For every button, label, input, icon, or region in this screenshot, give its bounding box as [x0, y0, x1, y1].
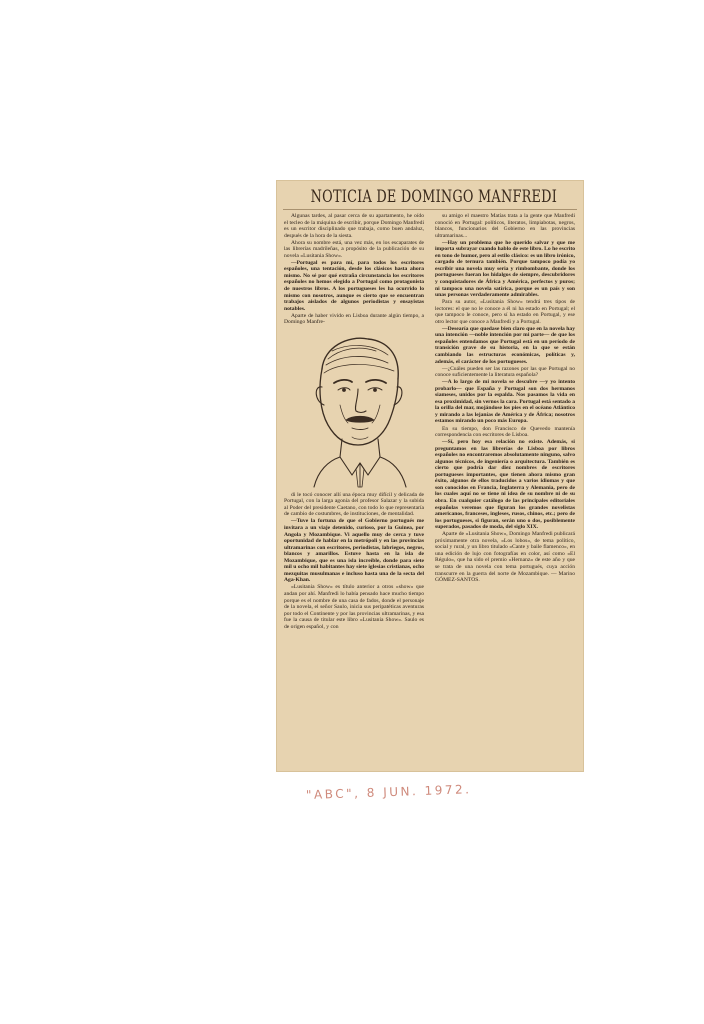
left-column-text-bottom: [284, 492, 424, 630]
article-headline: NOTICIA DE DOMINGO MANFREDI: [310, 187, 558, 206]
newspaper-clipping: [276, 180, 584, 772]
article-paragraph: Aparte de «Lusitania Show», Domingo Manfredi publicará próximamente otra novela, «Los lobos», de tema político, social y rural, y un libro titulado «Cante y baile flamenco», en una edición de lujo con fotografías en color, así como «El Régulo», que ha sido el premio «Hernanz» de este año y que se trata de una novela con tema portugués, cuya acción transcurre en la guerra del norte de Mozambique. — Marino GÓMEZ-SANTOS.: [435, 531, 575, 584]
left-column-text-top: [284, 213, 424, 326]
article-paragraph: «Lusitania Show» es título anterior a otros «show» que andan por ahí. Manfredi lo había pensado hace mucho tiempo porque es el nombre de una casa de fados, donde el personaje de la novela, el señor Saulo, inicia sus peripatéticas aventuras por todo el Continente y por las provincias ultramarinas, y esa fue la causa de titular este libro «Lusitania Show». Saulo es de origen español, y con: [284, 584, 424, 630]
portrait-drawing: [288, 329, 420, 489]
article-paragraph: —Tuve la fortuna de que el Gobierno portugués me invitara a un viaje detenido, curioso, por la Guinea, por Angola y Mozambique. Vi aquello muy de cerca y tuve oportunidad de hablar en la metrópoli y en las provincias ultramarinas con escritores, periodistas, labriegos, negros, blancos y amarillos. Estuve hasta en la isla de Mozambique, que es una isla increíble, donde para siete mil u ocho mil habitantes hay siete iglesias cristianas, ocho mezquitas musulmanas e incluso hasta una de la secta del Aga-Khan.: [284, 518, 424, 584]
article-paragraph: Aparte de haber vivido en Lisboa durante algún tiempo, a Domingo Manfre-: [284, 312, 424, 326]
article-paragraph: Algunas tardes, al pasar cerca de su apartamento, he oído el tecleo de la máquina de escribir, porque Domingo Manfredi es un escritor disciplinado que trabaja, como buen andaluz, después de la hora de la siesta.: [284, 213, 424, 239]
handwritten-date-note: "ABC", 8 JUN. 1972.: [305, 782, 472, 802]
article-paragraph: —Desearía que quedase bien claro que en la novela hay una intención —noble intención por mi parte— de que los españoles entendamos que Portugal está en un período de transición grave de su historia, en la que se están cambiando las estructuras económicas, políticas y, además, el carácter de los portugueses.: [435, 325, 575, 365]
article-paragraph: —Portugal es para mí, para todos los escritores españoles, una tentación, desde los clásicos hasta ahora mismo. No sé por qué extraña circunstancia los escritores españoles no hemos elegido a Portugal como protagonista de nuestros libros. A los portugueses les ha ocurrido lo mismo con nosotros, aunque es cierto que se encuentran trabajos aislados de algunos periodistas y ensayistas notables.: [284, 259, 424, 312]
article-paragraph: —¿Cuáles pueden ser las razones por las que Portugal no conoce suficientemente la literatura española?: [435, 365, 575, 379]
article-paragraph: Para su autor, «Lusitania Show» tendrá tres tipos de lectores: el que no le conoce a él ni ha estado en Portugal; el que tampoco le conoce, pero sí ha estado en Portugal, y ese otro lector que conoce a Manfredi y a Portugal.: [435, 299, 575, 325]
portrait-illustration: [284, 329, 424, 489]
article-paragraph: —Hay un problema que he querido salvar y que me importa subrayar cuando hablo de este libro. Lo he escrito en tono de humor, pero al estilo clásico: es un libro irónico, cargado de ternura también. Porque tampoco podía yo escribir una novela muy seria y rimbombante, donde los portugueses fueran los hidalgos de siempre, descubridores y conquistadores de África y América, perfectos y puros; ni tampoco una novela satírica, porque es un país y son unas personas verdaderamente admirables.: [435, 239, 575, 299]
article-paragraph: di le tocó conocer allí una época muy difícil y delicada de Portugal, con la larga agonía del profesor Salazar y la subida al Poder del presidente Caetano, con todo lo que representaría de cambio de costumbres, de instituciones, de mentalidad.: [284, 491, 424, 518]
headline-divider: [283, 209, 577, 210]
article-paragraph: —Sí, pero hoy esa relación no existe. Además, si preguntamos en las librerías de Lisboa por libros españoles no encontraremos absolutamente ninguno, salvo algunos técnicos, de ingeniería o arquitectura. También es cierto que podría dar diez nombres de escritores portugueses importantes, que tienen ahora mismo gran éxito, algunos de ellos traducidos a varios idiomas y que son conocidos en Francia, Inglaterra y Alemania, pero de los cuales aquí no se tiene ni idea de su nombre ni de su obra. En cualquier catálogo de las principales editoriales españolas veremos que figuran los grandes novelistas americanos, franceses, ingleses, rusos, chinos, etc.; pero de los portugueses, si figuran, serán uno o dos, posiblemente superados, pasados de moda, del siglo XIX.: [435, 439, 575, 531]
article-left-column: [284, 213, 424, 768]
article-paragraph: su amigo el maestro Matías trata a la gente que Manfredi conoció en Portugal: políticos, literatos, limpiabotas, negros, blancos, funcionarios del Gobierno en las provincias ultramarinas...: [435, 213, 575, 239]
article-paragraph: En su tiempo, don Francisco de Quevedo mantenía correspondencia con escritores de Lisboa.: [435, 425, 575, 439]
article-right-column: [435, 213, 575, 768]
article-paragraph: —A lo largo de mi novela se descubre —y yo intento probarlo— que España y Portugal son dos hermanos siameses, unidos por la espalda. Nos pasamos la vida en esa proximidad, sin vernos la cara. Portugal está sentado a la orilla del mar, mojándose los pies en el océano Atlántico y mirando a las lejanías de América y de África; nosotros estamos mirando un poco más Europa.: [435, 379, 575, 425]
article-paragraph: Ahora su nombre está, una vez más, en los escaparates de las librerías madrileñas, a propósito de la publicación de su novela «Lusitania Show».: [284, 239, 424, 259]
